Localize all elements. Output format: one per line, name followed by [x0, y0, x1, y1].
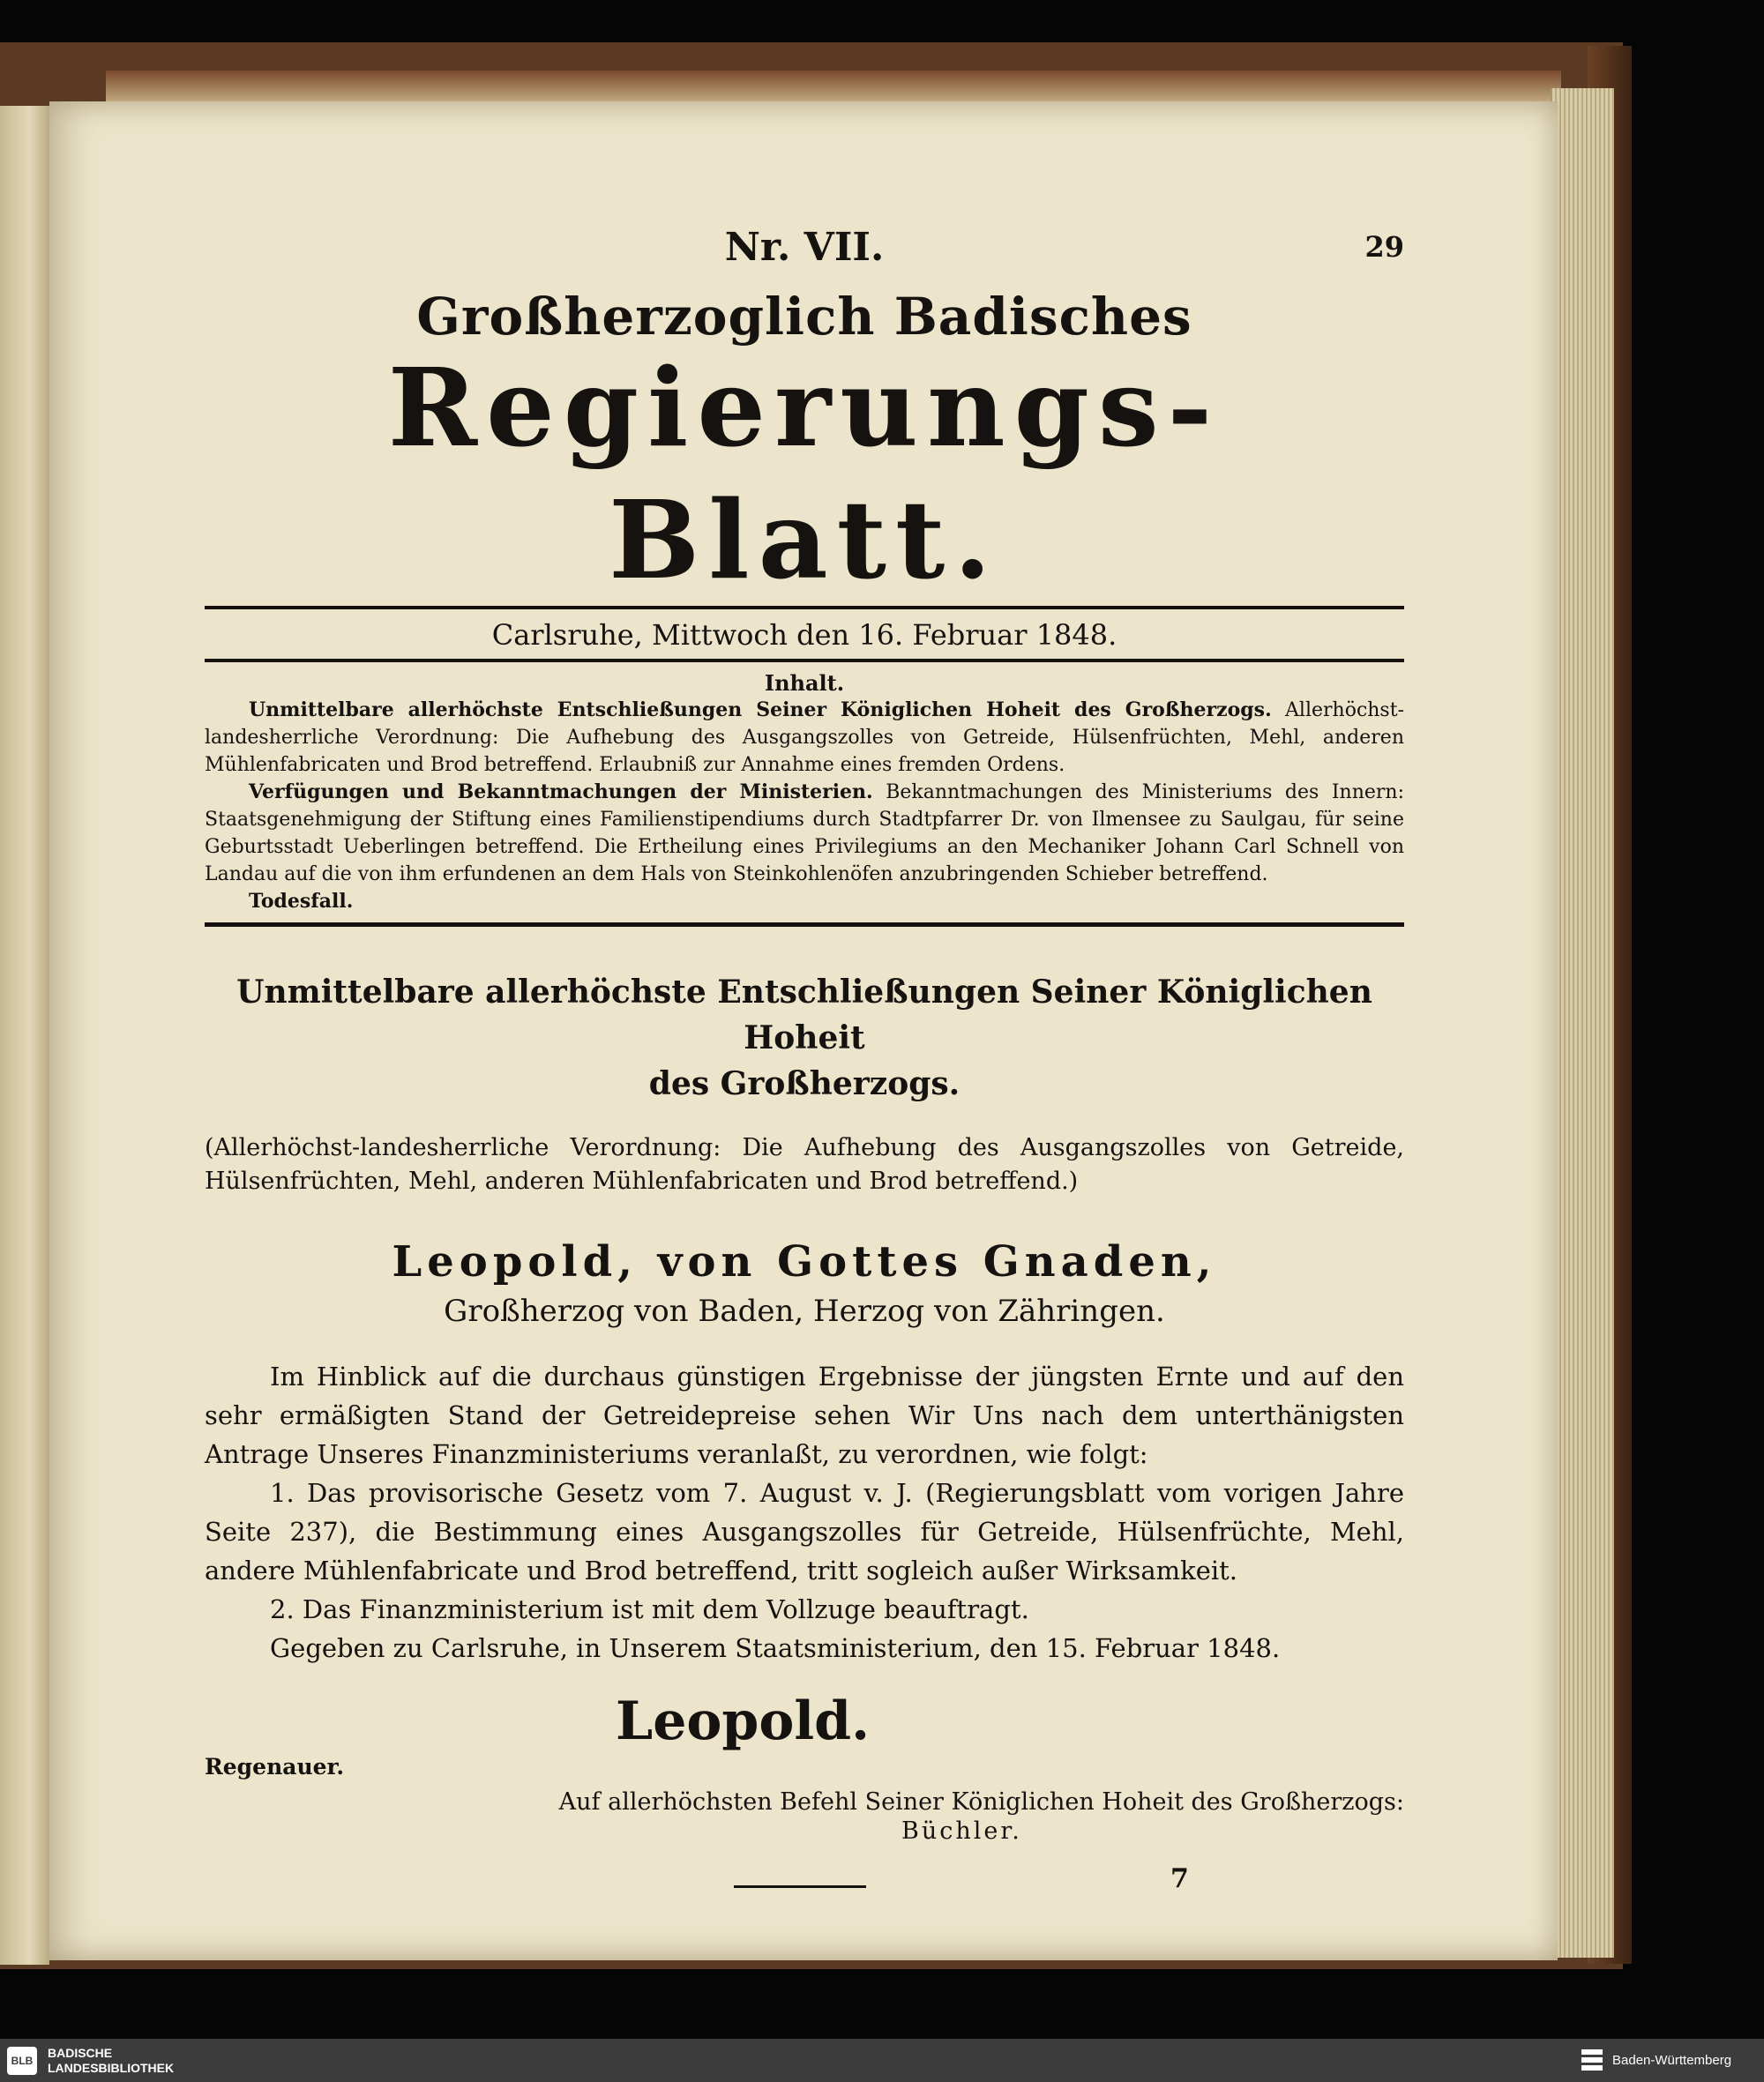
ordinance-summary: (Allerhöchst-landesherrliche Verordnung: Die Aufhebung des Ausgangszolles von Getreide, Hülsenfrüchten, Mehl, anderen Mühlenfabricaten und Brod betreffend.) [205, 1134, 1404, 1195]
article-1: 1. Das provisorische Gesetz vom 7. August v. J. (Regierungsblatt vom vorigen Jahre Seite 237), die Bestimmung eines Ausgangszolles für Getreide, Hülsenfrüchte, Mehl, andere Mühlenfabricate und Brod betreffend, tritt sogleich außer Wirksamkeit. [205, 1478, 1404, 1586]
book-top-edge [106, 71, 1561, 106]
toc-entry-1-title: Unmittelbare allerhöchste Entschließungen Seiner Königlichen Hoheit des Großherzogs. [249, 698, 1272, 721]
preamble: Im Hinblick auf die durchaus günstigen Ergebnisse der jüngsten Ernte und auf den sehr ermäßigten Stand der Getreidepreise sehen Wir Uns nach dem unterthänigsten Antrage Unseres Finanzministeriums veranlaßt, zu verordnen, wie folgt: [205, 1362, 1404, 1469]
toc-entry-1-text: Allerhöchst-landesherrliche Verordnung: Die Aufhebung des Ausgangszolles von Getreide, Hülsenfrüchten, Mehl, anderen Mühlenfabricaten und Brod betreffend. Erlaubniß zur Annahme eines fremden Ordens. [205, 699, 1404, 776]
sovereign-name: Leopold, von Gottes Gnaden, [392, 1237, 1217, 1287]
toc-entry-2-title: Verfügungen und Bekanntmachungen der Ministerien. [249, 780, 873, 803]
library-name-line1: BADISCHE [48, 2046, 113, 2060]
toc-entry-2 [205, 779, 1404, 888]
library-name-line2: LANDESBIBLIOTHEK [48, 2061, 175, 2075]
blb-logo-icon[interactable]: BLB [7, 2047, 37, 2075]
issue-number: Nr. VII. [724, 225, 885, 270]
signature: Leopold. [616, 1690, 870, 1752]
toc-entry-2-spacer [205, 781, 249, 803]
ordinance-body [205, 1357, 1404, 1668]
toc-entry-3-title: Todesfall. [249, 890, 354, 913]
toc-entry-2-text: Bekanntmachungen des Ministeriums des Innern: Staatsgenehmigung der Stiftung eines Familienstipendiums durch Stadtpfarrer Dr. von Ilmensee zu Saulgau, für seine Geburtsstadt Ueberlingen betreffend. Die Ertheilung eines Privilegiums an den Mechaniker Johann Carl Schnell von Landau auf die von ihm erfundenen an dem Hals von Steinkohlenöfen anzubringenden Schieber betreffend. [205, 781, 1404, 885]
page-number: 29 [1364, 230, 1404, 264]
given-at: Gegeben zu Carlsruhe, in Unserem Staatsministerium, den 15. Februar 1848. [270, 1633, 1281, 1663]
toc-entry-1-spacer [205, 699, 249, 721]
toc-heading: Inhalt. [764, 670, 845, 696]
document-page [49, 101, 1558, 1960]
command-line: Auf allerhöchsten Befehl Seiner Königlichen Hoheit des Großherzogs: [558, 1788, 1404, 1816]
section-title-line2: des Großherzogs. [648, 1065, 960, 1102]
table-of-contents [205, 662, 1404, 922]
library-name[interactable] [48, 2046, 174, 2076]
secretary-name: Büchler. [901, 1817, 1022, 1845]
dateline: Carlsruhe, Mittwoch den 16. Februar 1848. [491, 618, 1117, 652]
page-header [205, 225, 1404, 287]
coat-of-arms-icon [1579, 2048, 1605, 2074]
article-2: 2. Das Finanzministerium ist mit dem Vollzuge beauftragt. [270, 1594, 1029, 1624]
section-title-line1: Unmittelbare allerhöchste Entschließungen Seiner Königlichen Hoheit [236, 974, 1372, 1056]
toc-entry-3 [205, 888, 1404, 915]
countersignature: Regenauer. [205, 1754, 345, 1780]
divider-rule [205, 922, 1404, 927]
facing-page-edge [0, 106, 49, 1965]
closing-rule [734, 1885, 866, 1888]
section-title [205, 969, 1404, 1107]
page-content [205, 225, 1404, 1894]
footer-bar [0, 2039, 1764, 2082]
masthead-title: Regierungs-Blatt. [387, 344, 1222, 603]
page-block-edge [1551, 88, 1614, 1958]
toc-entry-1 [205, 697, 1404, 779]
sovereign-title: Großherzog von Baden, Herzog von Zähringen. [444, 1294, 1165, 1329]
sheet-number: 7 [1170, 1863, 1189, 1894]
masthead-line1: Großherzoglich Badisches [416, 287, 1192, 347]
state-name[interactable]: Baden-Württemberg [1612, 2053, 1732, 2068]
